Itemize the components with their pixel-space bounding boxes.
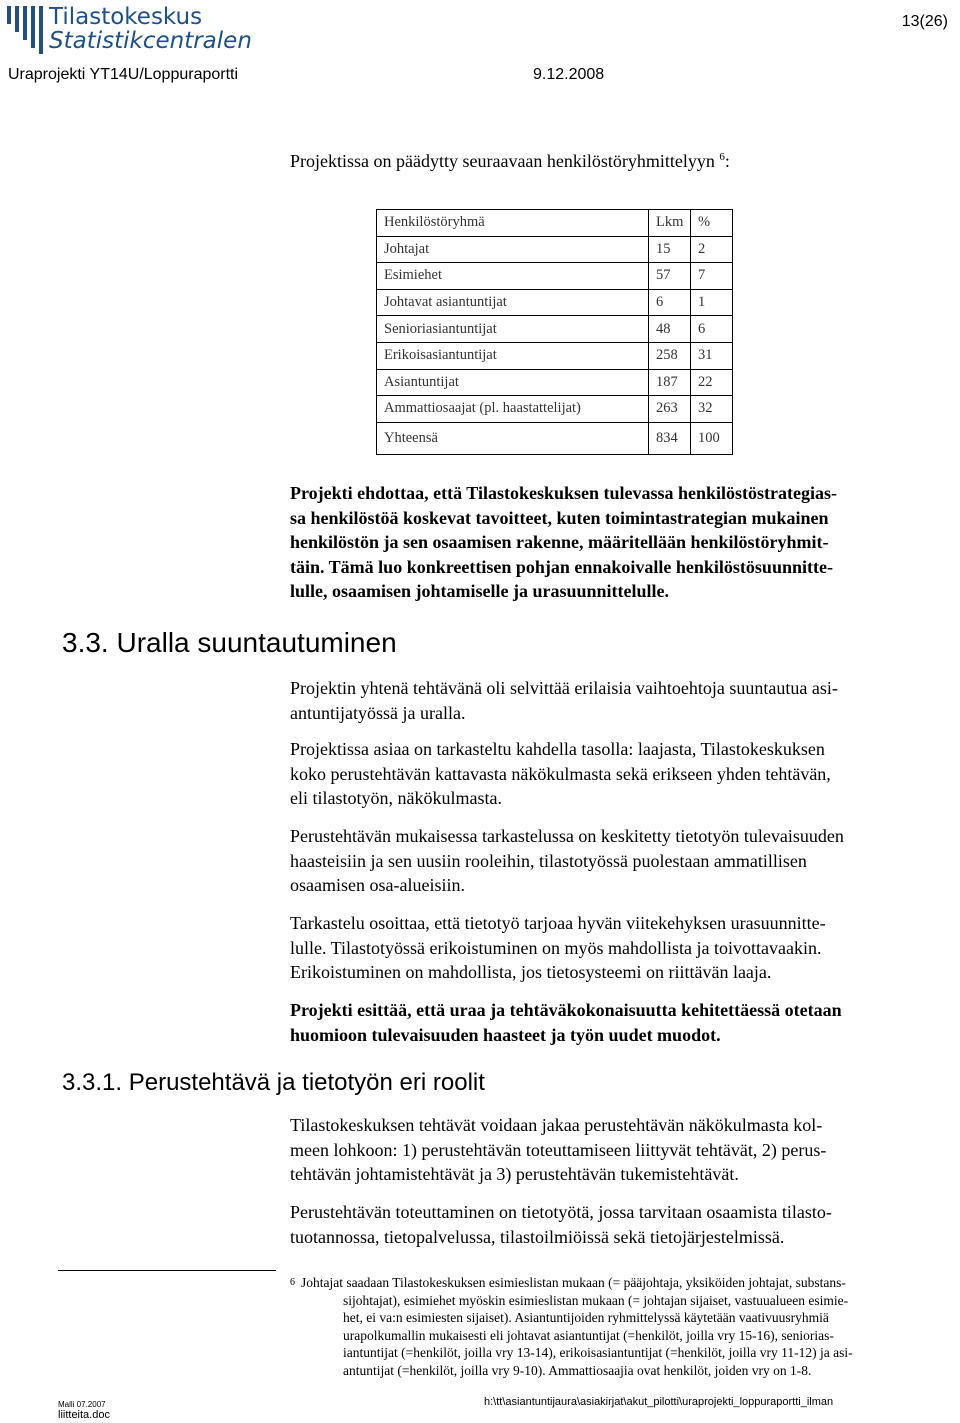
text-line: Johtajat saadaan Tilastokeskuksen esimieslistan mukaan (= pääjohtaja, yksiköiden johtajat, substans- [301,1275,846,1290]
text-line: sijohtajat), esimiehet myöskin esimieslistan mukaan (= johtajan sijaiset, vastuualueen esimie- [343,1292,849,1308]
text-line: sa henkilöstöä koskevat tavoitteet, kuten toimintastrategian mukainen [290,507,829,528]
table-row [377,263,733,290]
text-line: huomioon tulevaisuuden haasteet ja työn uudet muodot. [290,1024,721,1045]
table-cell: Johtajat [377,236,649,263]
table-cell: 263 [649,396,691,423]
table-cell: 1 [691,289,733,316]
text-line: lulle, osaamisen johtamiselle ja urasuunnittelulle. [290,581,670,601]
table-cell: 32 [691,396,733,423]
paragraph-6 [290,1200,832,1249]
table-cell: Johtavat asiantuntijat [377,289,649,316]
text-line: Tarkastelu osoittaa, että tietotyö tarjoaa hyvän viitekehyksen urasuunnitte- [290,913,826,933]
tilastokeskus-logo [5,3,255,55]
table-row [377,316,733,343]
text-line: iantuntijat (=henkilöt, joilla vry 13-14), erikoisasiantuntijat (=henkilöt, joilla vry 11-12) ja asi- [343,1345,853,1361]
table-row [377,396,733,423]
table-header-row [377,210,733,237]
table-cell: 2 [691,236,733,263]
paragraph-1 [290,676,838,725]
text-line: Erikoistuminen on mahdollista, jos tietosysteemi on riittävän laaja. [290,962,772,982]
text-line: antuntijatyössä ja uralla. [290,702,466,723]
table-cell: 834 [649,422,691,454]
text-line: koko perustehtävän kattavasta näkökulmasta sekä erikseen yhden tehtävän, [290,763,831,784]
text-line: tuotannossa, tietopalvelussa, tilastoilmiöissä sekä tietojärjestelmissä. [290,1226,785,1247]
footer-file-path: h:\tt\asiantuntijaura\asiakirjat\akut_pilotti\uraprojekti_loppuraportti_ilman [484,1396,834,1408]
table-cell: 48 [649,316,691,343]
table-intro-text: Projektissa on päädytty seuraavaan henkilöstöryhmittelyyn [290,151,715,171]
header-project: Uraprojekti YT14U/Loppuraportti [8,66,239,83]
staff-group-table [376,209,733,455]
table-cell: Lkm [649,210,691,237]
table-cell: 15 [649,236,691,263]
text-line: urapolkumallin mukaisesti eli johtavat asiantuntijat (=henkilöt, joilla vry 15-16), seniorias- [343,1327,834,1343]
table-cell: 57 [649,263,691,290]
section-heading-3-3: 3.3. Uralla suuntautuminen [62,627,397,658]
table-cell: 7 [691,263,733,290]
text-line: osaamisen osa-alueisiin. [290,875,465,895]
table-cell: 22 [691,369,733,396]
text-line: haasteisiin ja sen uusiin rooleihin, tilastotyössä puolestaan ammatillisen [290,850,807,871]
text-line: eli tilastotyön, näkökulmasta. [290,788,502,808]
table-cell: Senioriasiantuntijat [377,316,649,343]
text-line: lulle. Tilastotyössä erikoistuminen on myös mahdollista ja toivottavaakin. [290,937,822,958]
table-cell: Henkilöstöryhmä [377,210,649,237]
paragraph-2 [290,737,831,811]
logo-text-swedish: Statistikcentralen [49,28,252,54]
paragraph-4 [290,911,826,985]
table-cell: Ammattiosaajat (pl. haastattelijat) [377,396,649,423]
text-line: antuntijat (=henkilöt, joilla vry 9-10). Ammattiosaajia ovat henkilöt, joiden vry on 1-8. [343,1362,812,1378]
footnote-separator [58,1270,276,1271]
table-cell: 31 [691,342,733,369]
text-line: Tilastokeskuksen tehtävät voidaan jakaa perustehtävän näkökulmasta kol- [290,1115,823,1135]
table-cell: 187 [649,369,691,396]
footnote-number: 6 [290,1277,295,1288]
table-row [377,236,733,263]
table-cell: Yhteensä [377,422,649,454]
header-date: 9.12.2008 [533,66,605,83]
table-total-row [377,422,733,454]
proposal-paragraph-2 [290,998,842,1047]
footer-template: Malli 07.2007 [58,1400,106,1409]
text-line: täin. Tämä luo konkreettisen pohjan ennakoivalle henkilöstösuunnitte- [290,556,833,577]
text-line: henkilöstön ja sen osaamisen rakenne, määritellään henkilöstöryhmit- [290,532,829,552]
table-cell: 6 [649,289,691,316]
table-cell: 6 [691,316,733,343]
text-line: het, ei va:n esimiesten sijaiset). Asiantuntijoiden ryhmittelyssä käytetään vaativuusryhmiä [343,1310,829,1326]
page-number: 13(26) [901,13,948,30]
table-cell: 258 [649,342,691,369]
text-line: tehtävän johtamistehtävät ja 3) perustehtävän tukemistehtävät. [290,1164,739,1184]
table-intro-colon: : [724,151,730,171]
text-line: meen lohkoon: 1) perustehtävän toteuttamiseen liittyvät tehtävät, 2) perus- [290,1139,827,1160]
footnote-ref: 6 [719,151,725,163]
logo-text-finnish: Tilastokeskus [49,4,203,30]
table-row [377,289,733,316]
text-line: Projektin yhtenä tehtävänä oli selvittää erilaisia vaihtoehtoja suuntautua asi- [290,678,838,698]
text-line: Projekti ehdottaa, että Tilastokeskuksen tulevassa henkilöstöstrategias- [290,483,838,503]
paragraph-5 [290,1113,826,1187]
section-heading-3-3-1: 3.3.1. Perustehtävä ja tietotyön eri roolit [62,1069,485,1096]
text-line: Perustehtävän toteuttaminen on tietotyötä, jossa tarvitaan osaamista tilasto- [290,1202,832,1222]
paragraph-3 [290,824,844,898]
table-cell: 100 [691,422,733,454]
text-line: Perustehtävän mukaisessa tarkastelussa on keskitetty tietotyön tulevaisuuden [290,826,844,846]
logo-icon [5,3,45,55]
table-cell: % [691,210,733,237]
text-line: Projektissa asiaa on tarkasteltu kahdella tasolla: laajasta, Tilastokeskuksen [290,739,825,759]
table-cell: Erikoisasiantuntijat [377,342,649,369]
table-row [377,369,733,396]
text-line: Projekti esittää, että uraa ja tehtäväkokonaisuutta kehitettäessä otetaan [290,1000,842,1020]
table-intro [290,145,730,174]
footer-file-name: liitteita.doc [58,1409,110,1421]
footnote [290,1274,853,1380]
table-row [377,342,733,369]
table-cell: Esimiehet [377,263,649,290]
table-cell: Asiantuntijat [377,369,649,396]
proposal-paragraph-1 [290,481,837,604]
